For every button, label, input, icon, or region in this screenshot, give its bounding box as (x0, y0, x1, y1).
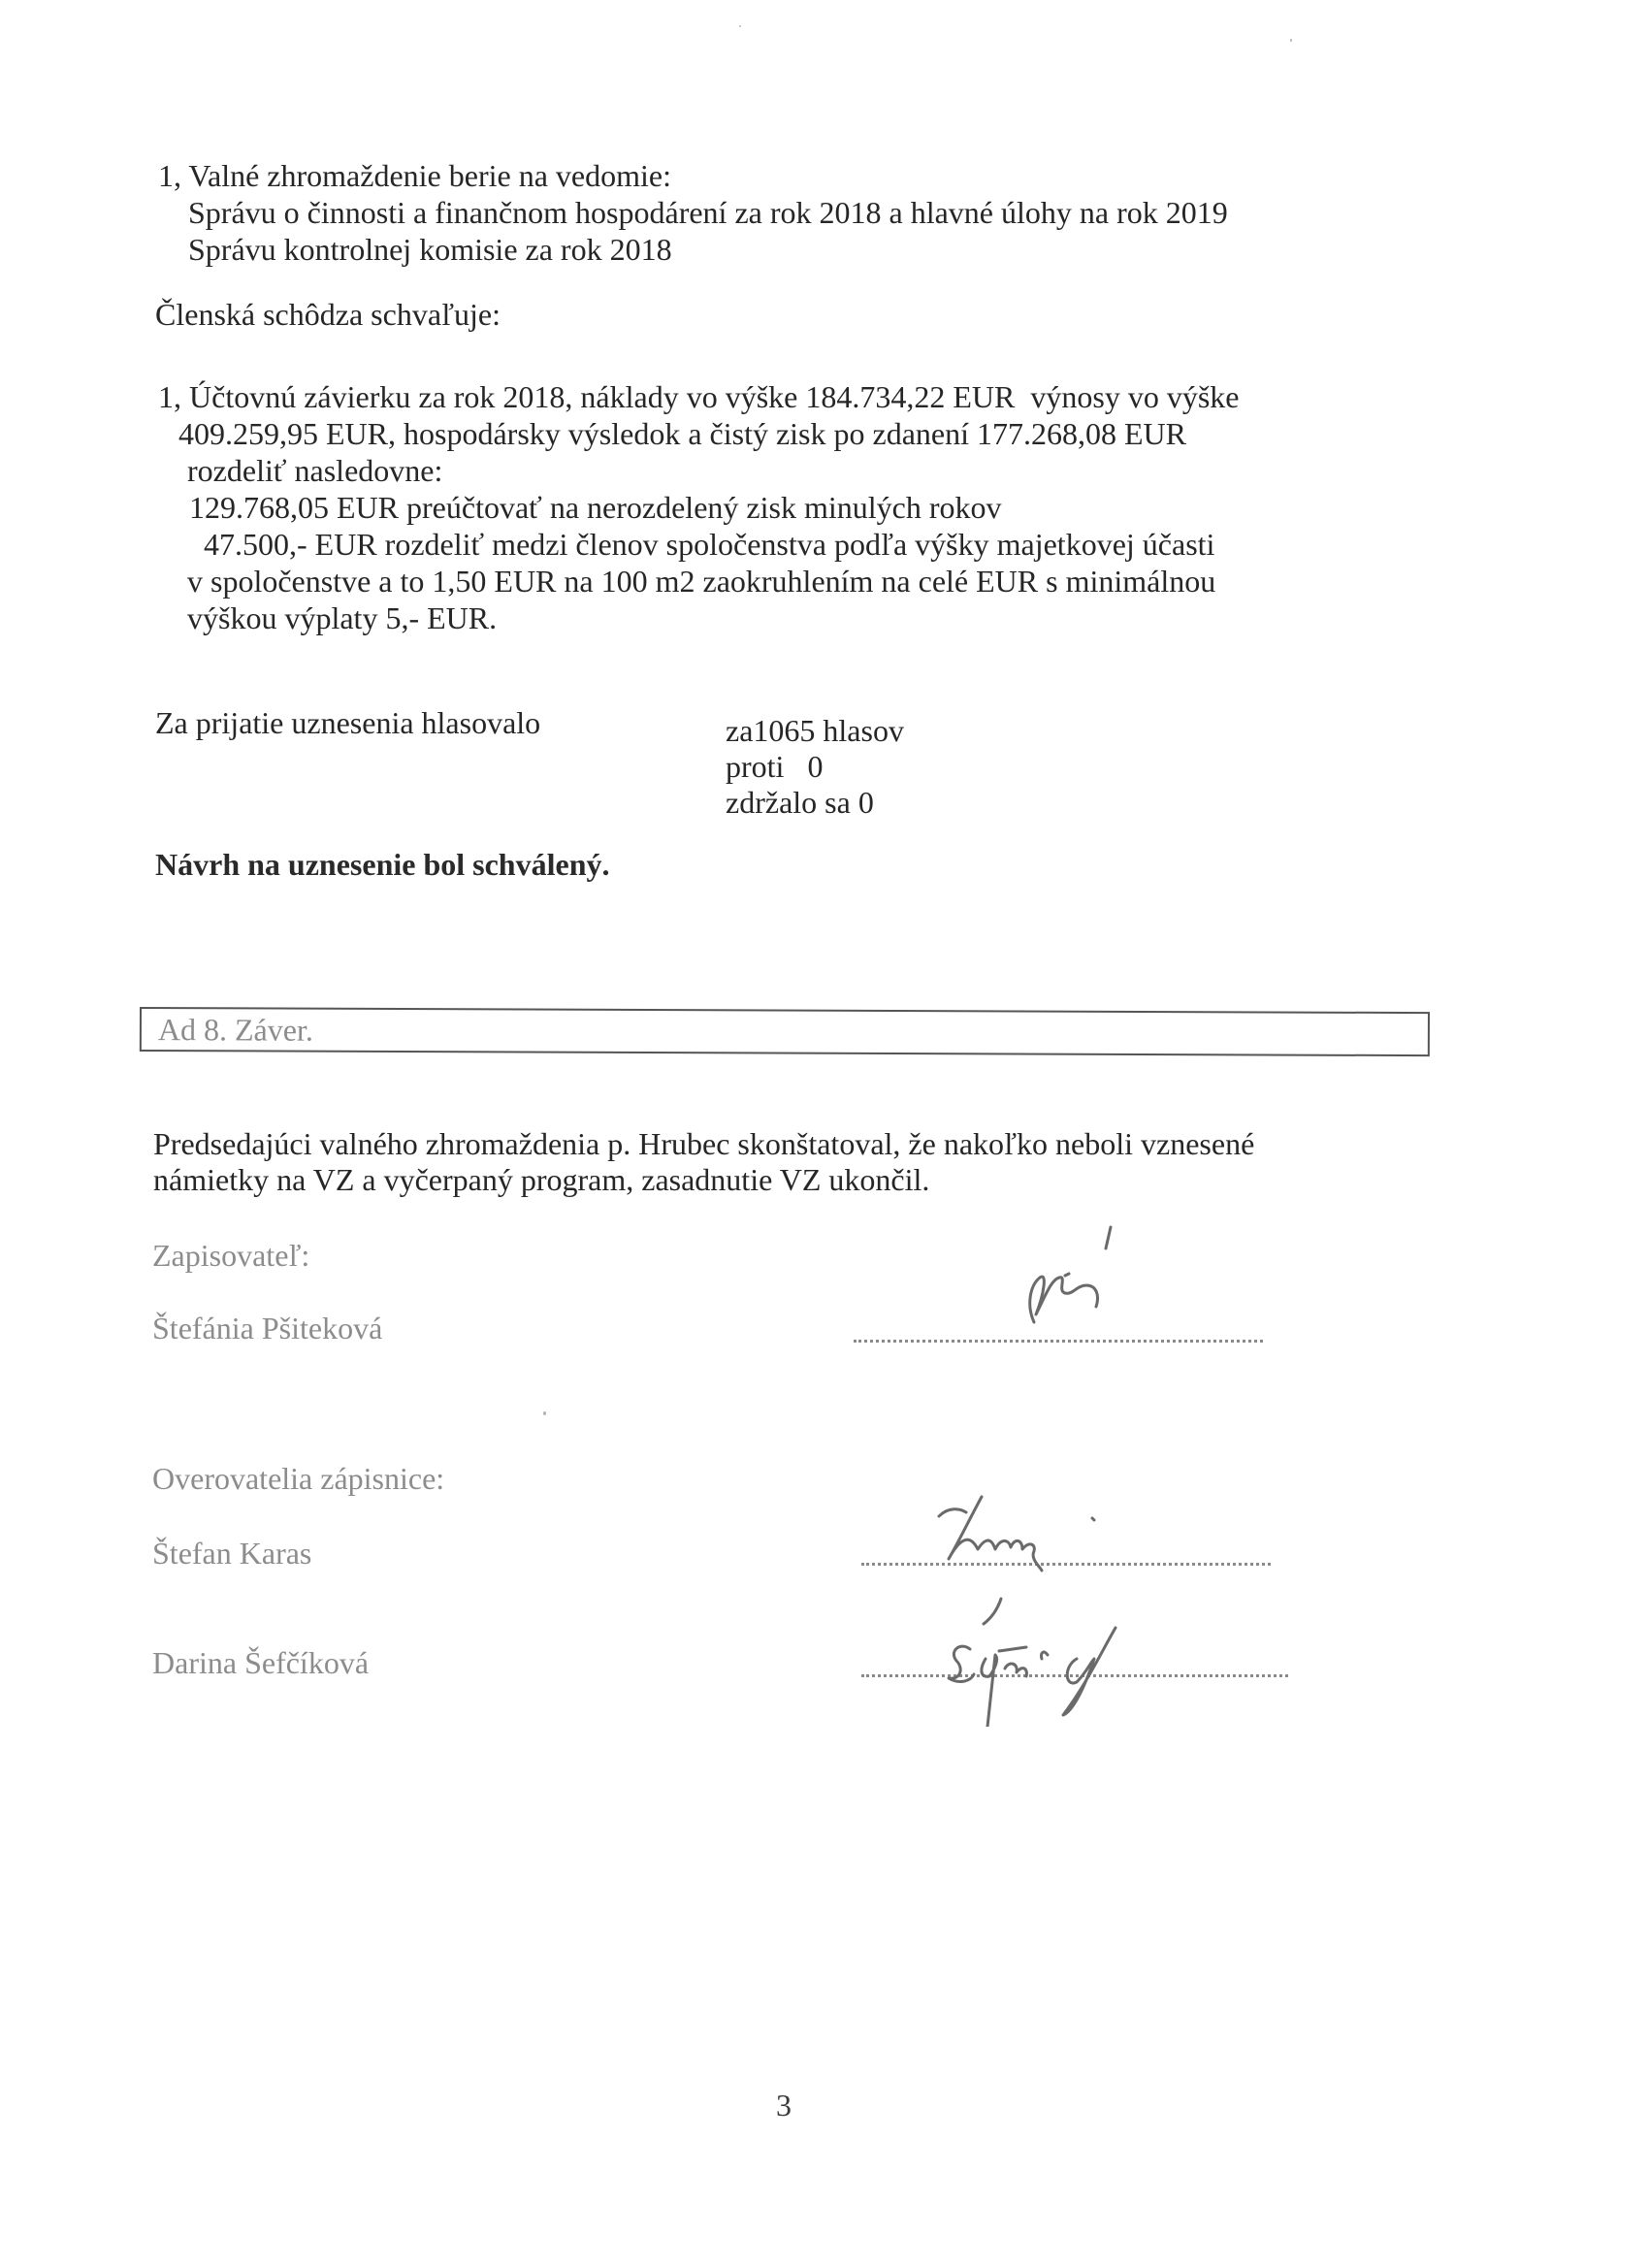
approval-line: výškou výplaty 5,- EUR. (187, 600, 498, 635)
verifiers-label: Overovatelia zápisnice: (152, 1461, 445, 1496)
verifier-1-signature (922, 1489, 1154, 1586)
vote-against: proti 0 (726, 749, 824, 784)
resolution-item: Správu o činnosti a finančnom hospodárení za rok 2018 a hlavné úlohy na rok 2019 (188, 195, 1228, 230)
approval-line: rozdeliť nasledovne: (187, 453, 443, 488)
scan-speck (543, 1411, 546, 1415)
recorder-label: Zapisovateľ: (152, 1238, 310, 1273)
vote-for: za1065 hlasov (726, 713, 904, 748)
verifier-name-1: Štefan Karas (152, 1536, 312, 1571)
resolution-heading: 1, Valné zhromaždenie berie na vedomie: (158, 158, 671, 193)
scan-speck (1290, 39, 1292, 42)
recorder-signature-line (854, 1340, 1263, 1343)
approval-line: 1, Účtovnú závierku za rok 2018, náklady vo výške 184.734,22 EUR výnosy vo výške (158, 379, 1240, 414)
scan-speck (739, 25, 741, 27)
approval-line: 409.259,95 EUR, hospodársky výsledok a čistý zisk po zdanení 177.268,08 EUR (178, 416, 1186, 451)
vote-label: Za prijatie uznesenia hlasovalo (155, 705, 541, 740)
section-header-box (140, 1007, 1430, 1056)
page-number: 3 (776, 2088, 792, 2122)
approval-heading: Členská schôdza schvaľuje: (155, 297, 501, 332)
recorder-signature (1018, 1217, 1135, 1334)
section-title: Ad 8. Záver. (157, 1012, 313, 1048)
vote-result: Návrh na uznesenie bol schválený. (155, 847, 610, 882)
approval-line: 129.768,05 EUR preúčtovať na nerozdelený zisk minulých rokov (189, 490, 1002, 525)
verifier-name-2: Darina Šefčíková (152, 1645, 370, 1680)
recorder-name: Štefánia Pšiteková (152, 1311, 383, 1345)
approval-line: v spoločenstve a to 1,50 EUR na 100 m2 zaokruhlením na celé EUR s minimálnou (187, 564, 1216, 599)
verifier-2-signature (931, 1591, 1164, 1727)
vote-abstained: zdržalo sa 0 (726, 785, 874, 820)
approval-line: 47.500,- EUR rozdeliť medzi členov spoločenstva podľa výšky majetkovej účasti (204, 527, 1215, 562)
closing-paragraph-line: námietky na VZ a vyčerpaný program, zasadnutie VZ ukončil. (153, 1162, 930, 1197)
closing-paragraph-line: Predsedajúci valného zhromaždenia p. Hrubec skonštatoval, že nakoľko neboli vznesené (153, 1126, 1255, 1161)
resolution-item: Správu kontrolnej komisie za rok 2018 (188, 232, 672, 267)
